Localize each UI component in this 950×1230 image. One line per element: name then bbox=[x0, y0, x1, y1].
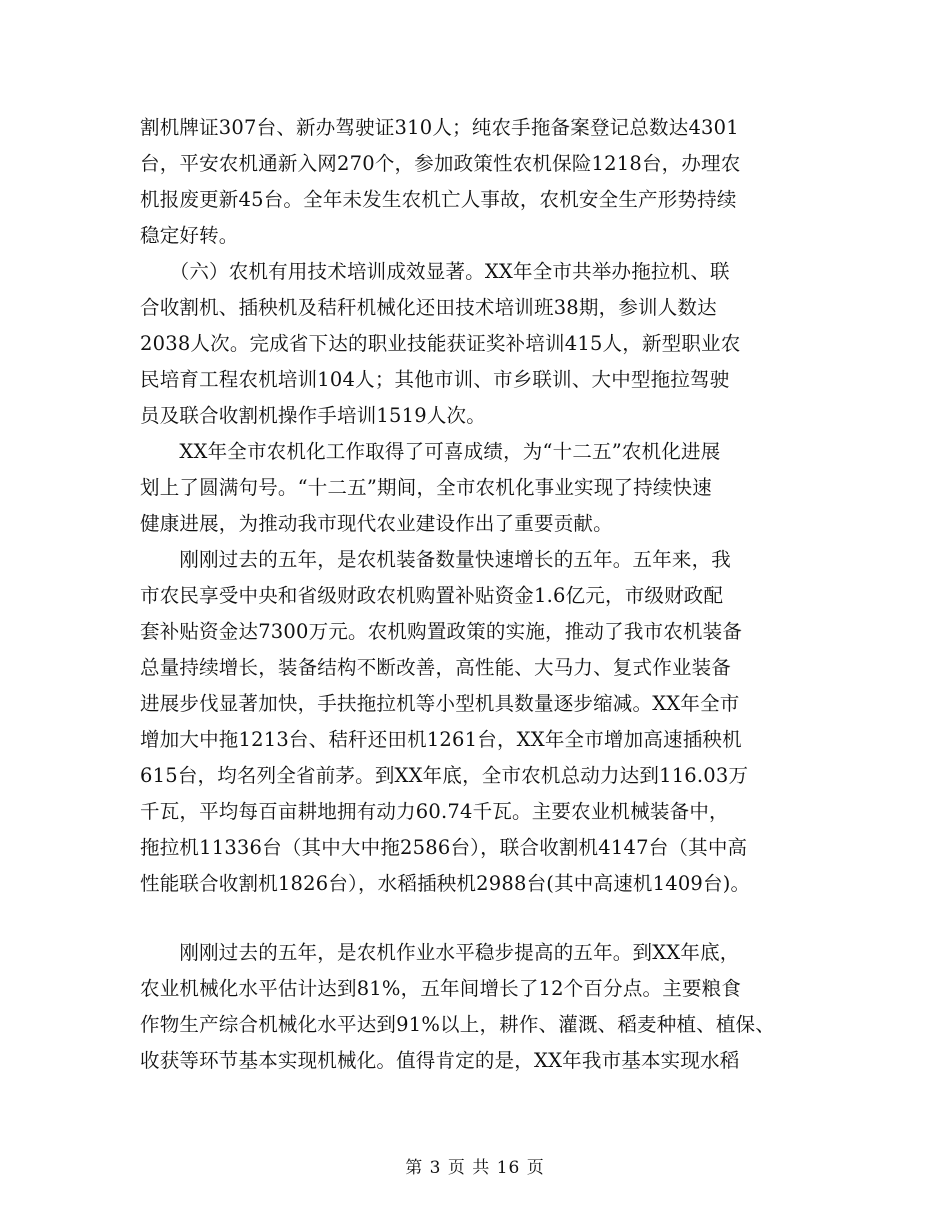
text-line: 增加大中拖1213台、秸秆还田机1261台，XX年全市增加高速插秧机 bbox=[140, 728, 742, 751]
text-line: 作物生产综合机械化水平达到91%以上，耕作、灌溉、稻麦种植、植保、 bbox=[140, 1013, 775, 1036]
paragraph-achievements bbox=[140, 434, 820, 542]
text-line: XX年全市农机化工作取得了可喜成绩，为“十二五”农机化进展 bbox=[140, 440, 721, 463]
text-line: 稳定好转。 bbox=[140, 224, 239, 247]
paragraph-training bbox=[140, 254, 820, 434]
text-line: 2038人次。完成省下达的职业技能获证奖补培训415人，新型职业农 bbox=[140, 332, 741, 355]
paragraph-equipment-growth bbox=[140, 542, 820, 902]
text-line: （六）农机有用技术培训成效显著。XX年全市共举办拖拉机、联 bbox=[140, 260, 730, 283]
text-line: 农业机械化水平估计达到81%，五年间增长了12个百分点。主要粮食 bbox=[140, 977, 742, 1000]
text-line: 民培育工程农机培训104人；其他市训、市乡联训、大中型拖拉驾驶 bbox=[140, 368, 730, 391]
text-line: 合收割机、插秧机及秸秆机械化还田技术培训班38期，参训人数达 bbox=[140, 296, 717, 319]
paragraph-safety-summary bbox=[140, 110, 820, 254]
text-line: 性能联合收割机1826台），水稻插秧机2988台(其中高速机1409台)。 bbox=[140, 872, 751, 895]
text-line: 机报废更新45台。全年未发生农机亡人事故，农机安全生产形势持续 bbox=[140, 188, 737, 211]
text-line: 刚刚过去的五年，是农机作业水平稳步提高的五年。到XX年底， bbox=[140, 941, 740, 964]
paragraph-spacer bbox=[140, 902, 820, 935]
text-line: 健康进展，为推动我市现代农业建设作出了重要贡献。 bbox=[140, 512, 613, 535]
text-line: 收获等环节基本实现机械化。值得肯定的是，XX年我市基本实现水稻 bbox=[140, 1049, 740, 1072]
paragraph-operation-level bbox=[140, 935, 820, 1079]
text-line: 总量持续增长，装备结构不断改善，高性能、大马力、复式作业装备 bbox=[140, 656, 732, 679]
text-line: 拖拉机11336台（其中大中拖2586台），联合收割机4147台（其中高 bbox=[140, 836, 748, 859]
text-line: 615台，均名列全省前茅。到XX年底，全市农机总动力达到116.03万 bbox=[140, 764, 749, 787]
text-line: 员及联合收割机操作手培训1519人次。 bbox=[140, 404, 486, 427]
text-line: 台，平安农机通新入网270个，参加政策性农机保险1218台，办理农 bbox=[140, 152, 741, 175]
document-body bbox=[140, 110, 820, 1079]
page-number-footer: 第 3 页 共 16 页 bbox=[405, 1158, 545, 1178]
text-line: 千瓦，平均每百亩耕地拥有动力60.74千瓦。主要农业机械装备中， bbox=[140, 800, 729, 823]
text-line: 刚刚过去的五年，是农机装备数量快速增长的五年。五年来，我 bbox=[140, 548, 732, 571]
text-line: 套补贴资金达7300万元。农机购置政策的实施，推动了我市农机装备 bbox=[140, 620, 743, 643]
text-line: 割机牌证307台、新办驾驶证310人；纯农手拖备案登记总数达4301 bbox=[140, 116, 739, 139]
text-line: 市农民享受中央和省级财政农机购置补贴资金1.6亿元，市级财政配 bbox=[140, 584, 724, 607]
text-line: 划上了圆满句号。“十二五”期间，全市农机化事业实现了持续快速 bbox=[140, 476, 712, 499]
text-line: 进展步伐显著加快，手扶拖拉机等小型机具数量逐步缩减。XX年全市 bbox=[140, 692, 740, 715]
